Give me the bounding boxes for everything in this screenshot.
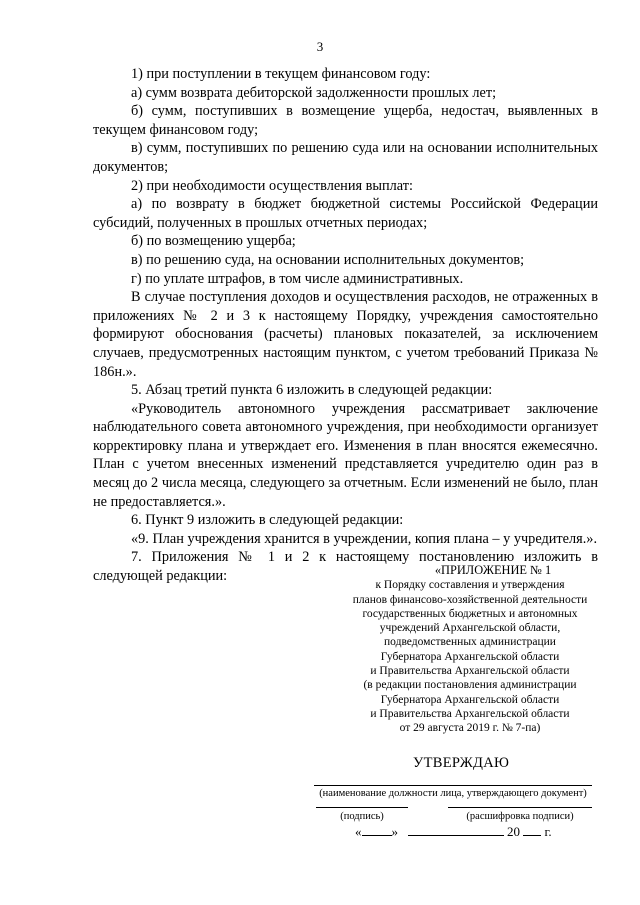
- paragraph: «Руководитель автономного учреждения рассматривает заключение наблюдательного совета автономного учреждения, при необходимости организует корректировку плана и утверждает его. Изменения в план вносятся ежемесячно. План с учетом внесенных изменений представляется учредителю один раз в месяц до 2 числа месяца, следующего за отчетным. Если изменений не было, план не предоставляется.».: [93, 400, 598, 510]
- appendix-line: и Правительства Архангельской области: [370, 665, 570, 678]
- paragraph: 5. Абзац третий пункта 6 изложить в следующей редакции:: [131, 382, 493, 399]
- paragraph: «9. План учреждения хранится в учреждении, копия плана – у учредителя.».: [131, 530, 598, 547]
- approval-title: УТВЕРЖДАЮ: [413, 755, 510, 771]
- appendix-line: государственных бюджетных и автономных: [362, 607, 578, 620]
- paragraph: 2) при необходимости осуществления выплат:: [131, 177, 413, 194]
- paragraph: В случае поступления доходов и осуществления расходов, не отраженных в приложениях № 2 и 3 к настоящему Порядку, учреждения самостоятельно формируют обоснования (расчеты) плановых показателей, за исключением случаев, предусмотренных настоящим пунктом, с учетом требований Приказа № 186н.».: [93, 289, 598, 380]
- year-suffix: г.: [544, 824, 552, 839]
- appendix-line: (в редакции постановления администрации: [363, 679, 577, 692]
- month-blank: [408, 823, 504, 836]
- paragraph: б) сумм, поступивших в возмещение ущерба, недостач, выявленных в текущем финансовом году;: [93, 103, 598, 138]
- signature-line: [316, 807, 408, 808]
- year-blank: [523, 823, 541, 836]
- appendix-line: и Правительства Архангельской области: [370, 707, 570, 720]
- signature-caption: (подпись): [340, 811, 384, 822]
- page-number: 3: [316, 39, 324, 54]
- decoding-line: [448, 807, 592, 808]
- date-open-quote: «: [355, 824, 362, 839]
- paragraph: 7. Приложения № 1 и 2 к настоящему постановлению изложить в следующей редакции:: [93, 549, 598, 585]
- appendix-line: к Порядку составления и утверждения: [375, 579, 565, 592]
- position-caption: (наименование должности лица, утверждающего документ): [319, 788, 587, 799]
- appendix-heading: «ПРИЛОЖЕНИЕ № 1: [434, 563, 552, 577]
- paragraph: б) по возмещению ущерба;: [131, 233, 296, 250]
- appendix-line: учреждений Архангельской области,: [379, 622, 561, 635]
- paragraph: г) по уплате штрафов, в том числе административных.: [131, 270, 464, 287]
- paragraph: в) сумм, поступивших по решению суда или на основании исполнительных документов;: [93, 140, 598, 175]
- document-body: [93, 65, 598, 586]
- paragraph: 1) при поступлении в текущем финансовом году:: [131, 66, 431, 82]
- appendix-line: планов финансово-хозяйственной деятельности: [352, 593, 588, 606]
- appendix-header: [305, 563, 635, 736]
- date-close-quote: »: [391, 824, 398, 839]
- year-prefix: 20: [507, 824, 520, 839]
- appendix-line: подведомственных администрации: [384, 636, 556, 649]
- appendix-line: Губернатора Архангельской области: [380, 650, 560, 663]
- paragraph: а) сумм возврата дебиторской задолженности прошлых лет;: [131, 84, 497, 101]
- paragraph: 6. Пункт 9 изложить в следующей редакции:: [131, 512, 404, 529]
- appendix-line: от 29 августа 2019 г. № 7-па): [399, 722, 541, 735]
- decoding-caption: (расшифровка подписи): [466, 811, 574, 822]
- appendix-line: Губернатора Архангельской области: [380, 693, 560, 706]
- date-line: [355, 823, 552, 840]
- day-blank: [362, 823, 392, 836]
- paragraph: а) по возврату в бюджет бюджетной системы Российской Федерации субсидий, полученных в прошлых отчетных периодах;: [93, 196, 598, 231]
- position-line: [314, 785, 592, 786]
- paragraph: в) по решению суда, на основании исполнительных документов;: [131, 251, 525, 268]
